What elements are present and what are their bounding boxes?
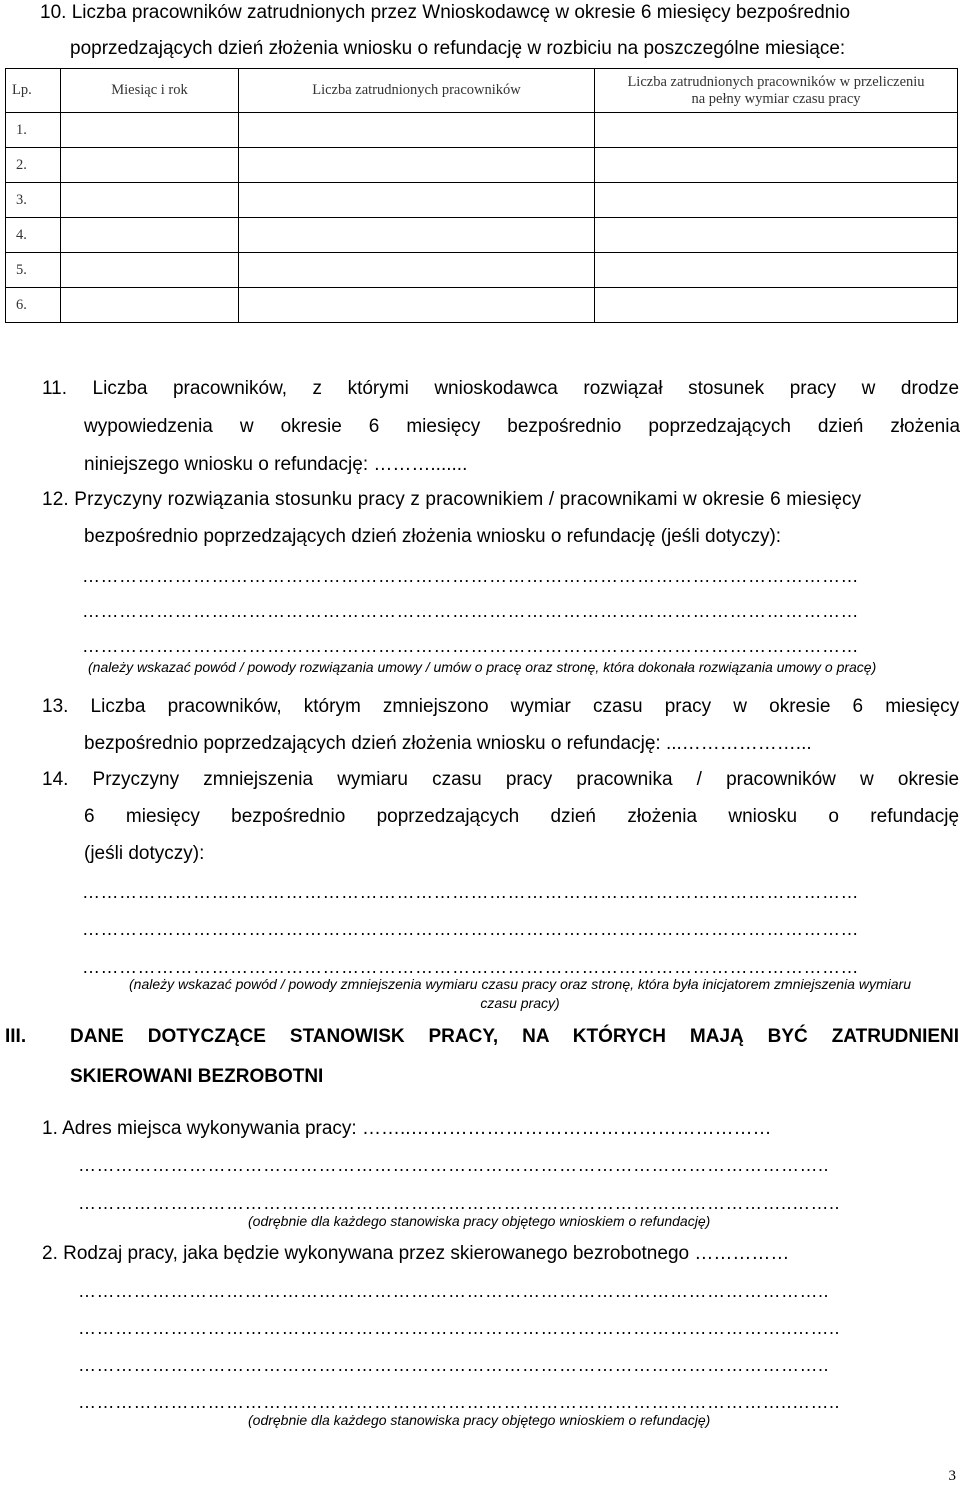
work-type-dots-2[interactable]: ……………………………………………………………………………………………………..…….. (78, 1318, 841, 1338)
q14-note-line2: czasu pracy) (480, 995, 560, 1011)
employee-count-cell[interactable] (239, 148, 595, 183)
q10-line1: 10. Liczba pracowników zatrudnionych przez Wnioskodawcę w okresie 6 miesięcy bezpośrednio (40, 2, 851, 23)
header-fte-line2: na pełny wymiar czasu pracy (691, 90, 861, 107)
word: w (860, 769, 874, 790)
fte-count-cell[interactable] (595, 148, 958, 183)
work-address-note: (odrębnie dla każdego stanowiska pracy objętego wnioskiem o refundację) (248, 1213, 711, 1229)
word: złożenia (890, 416, 960, 437)
table-row (6, 148, 958, 183)
word: w (861, 378, 876, 399)
word: dzień (817, 416, 864, 437)
word: ZATRUDNIENI (831, 1026, 960, 1047)
word: wymiaru (337, 769, 408, 790)
fte-count-cell[interactable] (595, 183, 958, 218)
word: miesięcy (406, 416, 481, 437)
q12-dots-3[interactable]: ……………………………………………………………………………………………………………… (82, 636, 859, 656)
word: wniosku (728, 806, 798, 827)
employee-count-cell[interactable] (239, 183, 595, 218)
word: Przyczyny (92, 769, 180, 790)
word: o (828, 806, 839, 827)
word: / (696, 769, 702, 790)
q14-dots-1[interactable]: ……………………………………………………………………………………………………………… (82, 882, 859, 902)
word: KTÓRYCH (572, 1026, 666, 1047)
row-number: 3. (6, 183, 61, 218)
month-year-cell[interactable] (61, 253, 239, 288)
word: poprzedzających (376, 806, 520, 827)
section3-number: III. (5, 1026, 27, 1047)
word: zmniejszenia (203, 769, 314, 790)
word: 6 (368, 416, 380, 437)
word: pracy (505, 769, 553, 790)
q11-line3: niniejszego wniosku o refundację: ………....... (84, 454, 468, 475)
q11-line1 (42, 378, 959, 400)
q14-line1 (42, 769, 959, 791)
q14-line3: (jeśli dotyczy): (84, 843, 205, 864)
word: 13. (42, 696, 69, 717)
header-lp: Lp. (6, 69, 61, 113)
word: w (733, 696, 748, 717)
word: pracowników, (167, 696, 282, 717)
q12-note: (należy wskazać powód / powody rozwiązania umowy / umów o pracę oraz stronę, która dokonała rozwiązania umowy o pracę) (88, 659, 877, 675)
month-year-cell[interactable] (61, 183, 239, 218)
word: miesięcy (885, 696, 960, 717)
word: Liczba (90, 696, 146, 717)
table-row (6, 288, 958, 323)
word: DOTYCZĄCE (147, 1026, 266, 1047)
word: PRACY, (428, 1026, 499, 1047)
word: wnioskodawca (434, 378, 558, 399)
word: pracownika (576, 769, 673, 790)
word: pracowników (726, 769, 836, 790)
table-row (6, 113, 958, 148)
table-row (6, 253, 958, 288)
month-year-cell[interactable] (61, 113, 239, 148)
work-address-label[interactable]: 1. Adres miejsca wykonywania pracy: ……..………………………………………………… (42, 1118, 772, 1139)
header-fte-line1: Liczba zatrudnionych pracowników w przeliczeniu (627, 73, 925, 90)
work-type-note: (odrębnie dla każdego stanowiska pracy objętego wnioskiem o refundację) (248, 1412, 711, 1428)
fte-count-cell[interactable] (595, 113, 958, 148)
work-address-dots-1[interactable]: ………………………………………………………………………………………………………….. (78, 1155, 830, 1175)
q14-line2 (84, 806, 959, 828)
section3-title-line2: SKIEROWANI BEZROBOTNI (70, 1066, 324, 1087)
word: dzień (550, 806, 596, 827)
word: okresie (280, 416, 342, 437)
row-number: 5. (6, 253, 61, 288)
header-employee-count: Liczba zatrudnionych pracowników (239, 69, 595, 113)
word: 14. (42, 769, 69, 790)
q14-dots-3[interactable]: ……………………………………………………………………………………………………………… (82, 957, 859, 977)
word: pracowników, (172, 378, 288, 399)
month-year-cell[interactable] (61, 148, 239, 183)
header-month-year: Miesiąc i rok (61, 69, 239, 113)
word: wypowiedzenia (84, 416, 213, 437)
word: refundację (870, 806, 960, 827)
table-row (6, 183, 958, 218)
word: 6 (84, 806, 95, 827)
q10-line2: poprzedzających dzień złożenia wniosku o refundację w rozbiciu na poszczególne miesiące: (70, 38, 846, 59)
q12-line1: 12. Przyczyny rozwiązania stosunku pracy z pracownikiem / pracownikami w okresie 6 miesięcy (42, 489, 862, 510)
q13-line2: bezpośrednio poprzedzających dzień złożenia wniosku o refundację: ...………………... (84, 733, 812, 754)
row-number: 2. (6, 148, 61, 183)
table-row (6, 218, 958, 253)
employee-count-cell[interactable] (239, 218, 595, 253)
section3-title-line1 (70, 1026, 959, 1048)
word: BYĆ (767, 1026, 808, 1047)
table-header-row (6, 69, 958, 113)
word: MAJĄ (689, 1026, 744, 1047)
employee-count-cell[interactable] (239, 253, 595, 288)
word: NA (522, 1026, 549, 1047)
word: stosunek (688, 378, 765, 399)
work-type-label[interactable]: 2. Rodzaj pracy, jaka będzie wykonywana przez skierowanego bezrobotnego …………… (42, 1243, 790, 1264)
month-year-cell[interactable] (61, 218, 239, 253)
word: 11. (42, 378, 68, 399)
q12-dots-1[interactable]: ……………………………………………………………………………………………………………… (82, 566, 859, 586)
fte-count-cell[interactable] (595, 218, 958, 253)
work-type-dots-4[interactable]: ……………………………………………………………………………………………………..…….. (78, 1392, 841, 1412)
work-type-dots-3[interactable]: ………………………………………………………………………………………………………….. (78, 1355, 830, 1375)
row-number: 6. (6, 288, 61, 323)
word: czasu (432, 769, 482, 790)
employment-table (5, 68, 958, 323)
q12-line2: bezpośrednio poprzedzających dzień złożenia wniosku o refundację (jeśli dotyczy): (84, 526, 782, 547)
fte-count-cell[interactable] (595, 288, 958, 323)
word: DANE (70, 1026, 124, 1047)
q13-line1 (42, 696, 959, 718)
row-number: 4. (6, 218, 61, 253)
q12-dots-2[interactable]: ……………………………………………………………………………………………………………… (82, 601, 859, 621)
word: czasu (592, 696, 643, 717)
word: miesięcy (125, 806, 200, 827)
word: z (312, 378, 323, 399)
q14-dots-2[interactable]: ……………………………………………………………………………………………………………… (82, 919, 859, 939)
word: w (239, 416, 254, 437)
word: STANOWISK (289, 1026, 405, 1047)
month-year-cell[interactable] (61, 288, 239, 323)
page-number: 3 (948, 1468, 956, 1484)
word: okresie (769, 696, 831, 717)
word: wymiar (510, 696, 571, 717)
work-type-dots-1[interactable]: ………………………………………………………………………………………………………….. (78, 1281, 830, 1301)
employee-count-cell[interactable] (239, 288, 595, 323)
header-fte-count (595, 69, 958, 113)
employee-count-cell[interactable] (239, 113, 595, 148)
word: drodze (900, 378, 960, 399)
word: okresie (897, 769, 960, 790)
row-number: 1. (6, 113, 61, 148)
fte-count-cell[interactable] (595, 253, 958, 288)
word: złożenia (627, 806, 698, 827)
word: 6 (852, 696, 864, 717)
word: którymi (347, 378, 409, 399)
word: Liczba (92, 378, 148, 399)
q11-line2 (84, 416, 960, 438)
q14-note-line1: (należy wskazać powód / powody zmniejszenia wymiaru czasu pracy oraz stronę, która była inicjatorem zmniejszenia wymiaru (129, 976, 911, 992)
word: pracy (664, 696, 712, 717)
word: rozwiązał (583, 378, 663, 399)
work-address-dots-2[interactable]: ……………………………………………………………………………………………………..…….. (78, 1193, 841, 1213)
word: którym (303, 696, 361, 717)
word: zmniejszono (382, 696, 489, 717)
word: bezpośrednio (231, 806, 346, 827)
word: pracy (789, 378, 837, 399)
word: bezpośrednio (507, 416, 622, 437)
word: poprzedzających (648, 416, 791, 437)
